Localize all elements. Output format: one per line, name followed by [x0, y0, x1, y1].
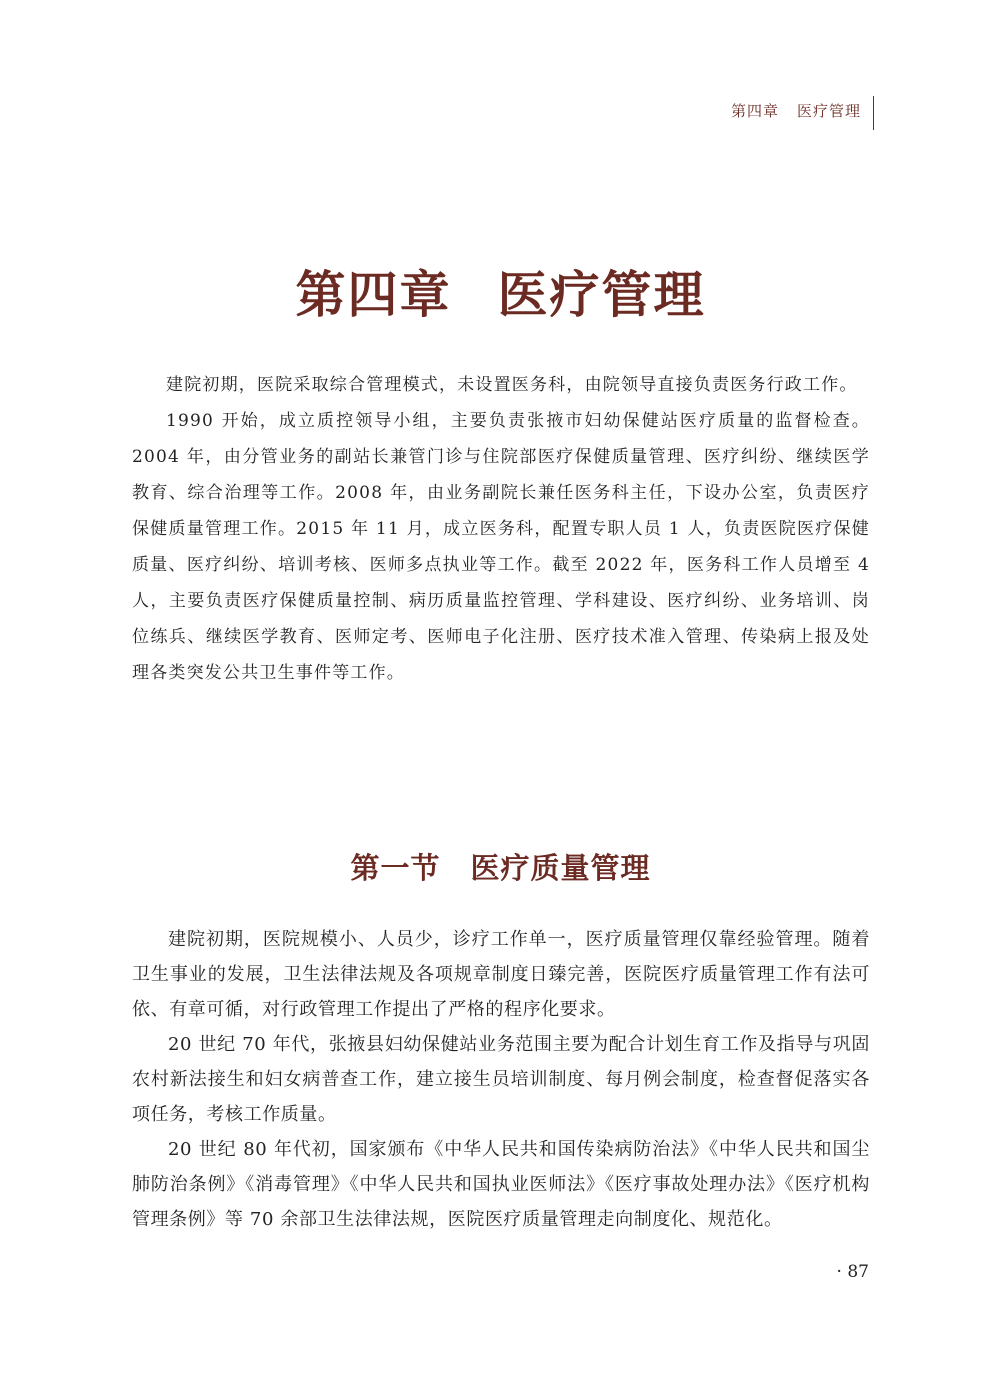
section-title	[0, 846, 1001, 887]
section-number: 第一节	[350, 851, 441, 885]
section-paragraph-1: 建院初期，医院规模小、人员少，诊疗工作单一，医疗质量管理仅靠经验管理。随着卫生事业的发展，卫生法律法规及各项规章制度日臻完善，医院医疗质量管理工作有法可依、有章可循，对行政管理工作提出了严格的程序化要求。	[132, 929, 870, 1020]
page-number: · 87	[836, 1262, 869, 1282]
intro-paragraph-2: 1990 开始，成立质控领导小组，主要负责张掖市妇幼保健站医疗质量的监督检查。2004 年，由分管业务的副站长兼管门诊与住院部医疗保健质量管理、医疗纠纷、继续医学教育、综合治理等工作。2008 年，由业务副院长兼任医务科主任，下设办公室，负责医疗保健质量管理工作。2015 年 11 月，成立医务科，配置专职人员 1 人，负责医院医疗保健质量、医疗纠纷、培训考核、医师多点执业等工作。截至 2022 年，医务科工作人员增至 4 人，主要负责医疗保健质量控制、病历质量监控管理、学科建设、医疗纠纷、业务培训、岗位练兵、继续医学教育、医师定考、医师电子化注册、医疗技术准入管理、传染病上报及处理各类突发公共卫生事件等工作。	[132, 411, 870, 683]
chapter-intro	[132, 367, 870, 691]
chapter-title	[0, 255, 1001, 327]
section-paragraph-2: 20 世纪 70 年代，张掖县妇幼保健站业务范围主要为配合计划生育工作及指导与巩固农村新法接生和妇女病普查工作，建立接生员培训制度、每月例会制度，检查督促落实各项任务，考核工作质量。	[132, 1034, 870, 1125]
running-header	[731, 100, 861, 121]
running-header-title: 医疗管理	[796, 102, 861, 120]
section-paragraph-3: 20 世纪 80 年代初，国家颁布《中华人民共和国传染病防治法》《中华人民共和国尘肺防治条例》《消毒管理》《中华人民共和国执业医师法》《医疗事故处理办法》《医疗机构管理条例》等 70 余部卫生法律法规，医院医疗质量管理走向制度化、规范化。	[132, 1139, 870, 1230]
chapter-number: 第四章	[295, 265, 452, 324]
chapter-name: 医疗管理	[497, 265, 706, 324]
header-divider	[873, 96, 874, 130]
running-header-chapter: 第四章	[730, 102, 779, 120]
intro-paragraph-1: 建院初期，医院采取综合管理模式，未设置医务科，由院领导直接负责医务行政工作。	[166, 375, 858, 395]
section-name: 医疗质量管理	[470, 851, 651, 885]
section-body	[132, 922, 870, 1237]
